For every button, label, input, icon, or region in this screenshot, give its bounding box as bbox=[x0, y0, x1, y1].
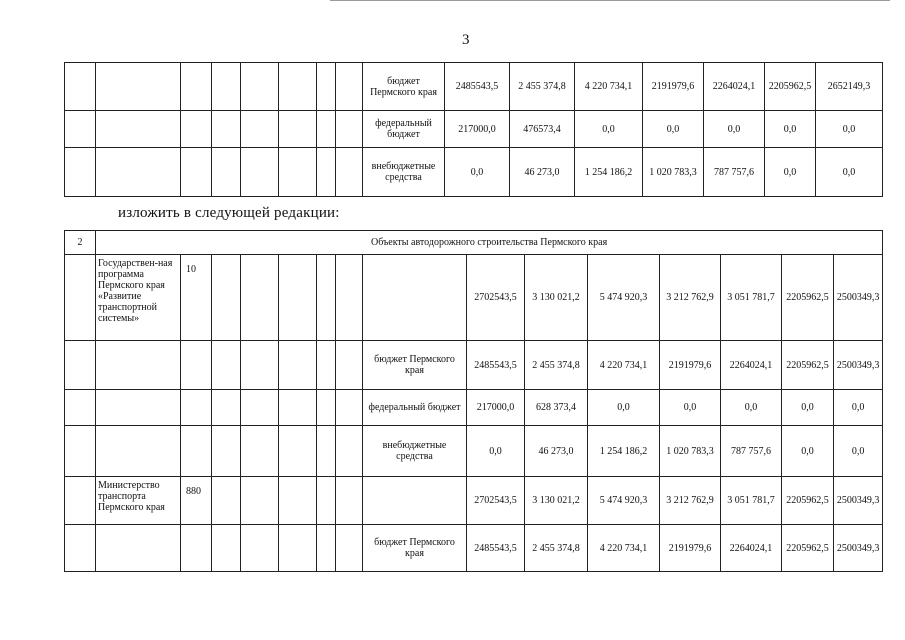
value-cell: 1 020 783,3 bbox=[660, 426, 721, 477]
value-cell: 2500349,3 bbox=[834, 477, 883, 525]
table-row bbox=[65, 255, 883, 341]
funding-source-cell: федеральный бюджет bbox=[363, 111, 445, 148]
value-cell: 2191979,6 bbox=[660, 341, 721, 390]
value-cell: 2191979,6 bbox=[660, 525, 721, 572]
value-cell: 0,0 bbox=[816, 111, 883, 148]
value-cell: 476573,4 bbox=[510, 111, 575, 148]
funding-source-cell: бюджет Пермского края bbox=[363, 63, 445, 111]
table-row bbox=[65, 390, 883, 426]
value-cell: 3 051 781,7 bbox=[721, 255, 782, 341]
value-cell: 0,0 bbox=[834, 390, 883, 426]
value-cell: 2702543,5 bbox=[467, 477, 525, 525]
code-cell bbox=[181, 390, 212, 426]
value-cell: 2500349,3 bbox=[834, 341, 883, 390]
program-name-cell: Государствен-ная программа Пермского края «Развитие транспортной системы» bbox=[96, 255, 181, 341]
value-cell: 2485543,5 bbox=[445, 63, 510, 111]
value-cell: 1 254 186,2 bbox=[575, 148, 643, 197]
value-cell: 4 220 734,1 bbox=[588, 525, 660, 572]
funding-source-cell: бюджет Пермского края bbox=[363, 341, 467, 390]
funding-source-cell: внебюджетные средства bbox=[363, 148, 445, 197]
program-name-cell: Министерство транспорта Пермского края bbox=[96, 477, 181, 525]
value-cell: 2205962,5 bbox=[782, 525, 834, 572]
value-cell: 0,0 bbox=[765, 111, 816, 148]
value-cell: 3 212 762,9 bbox=[660, 477, 721, 525]
program-name-cell bbox=[96, 426, 181, 477]
value-cell: 2702543,5 bbox=[467, 255, 525, 341]
value-cell: 3 130 021,2 bbox=[525, 255, 588, 341]
value-cell: 0,0 bbox=[782, 390, 834, 426]
code-cell: 10 bbox=[181, 255, 212, 341]
section-header-row bbox=[65, 231, 883, 255]
program-name-cell bbox=[96, 525, 181, 572]
value-cell: 2500349,3 bbox=[834, 255, 883, 341]
table-row bbox=[65, 525, 883, 572]
code-cell bbox=[181, 525, 212, 572]
value-cell: 2 455 374,8 bbox=[525, 341, 588, 390]
section-number: 2 bbox=[65, 231, 96, 255]
value-cell: 4 220 734,1 bbox=[588, 341, 660, 390]
value-cell: 46 273,0 bbox=[525, 426, 588, 477]
value-cell: 5 474 920,3 bbox=[588, 477, 660, 525]
funding-source-cell bbox=[363, 477, 467, 525]
code-cell bbox=[181, 426, 212, 477]
value-cell: 2264024,1 bbox=[704, 63, 765, 111]
program-name-cell bbox=[96, 390, 181, 426]
value-cell: 2205962,5 bbox=[782, 477, 834, 525]
value-cell: 787 757,6 bbox=[721, 426, 782, 477]
value-cell: 0,0 bbox=[575, 111, 643, 148]
value-cell: 3 212 762,9 bbox=[660, 255, 721, 341]
value-cell: 3 051 781,7 bbox=[721, 477, 782, 525]
table-row bbox=[65, 477, 883, 525]
funding-source-cell: бюджет Пермского края bbox=[363, 525, 467, 572]
value-cell: 2500349,3 bbox=[834, 525, 883, 572]
value-cell: 2205962,5 bbox=[782, 341, 834, 390]
value-cell: 2191979,6 bbox=[643, 63, 704, 111]
value-cell: 217000,0 bbox=[467, 390, 525, 426]
value-cell: 0,0 bbox=[588, 390, 660, 426]
section-title: Объекты автодорожного строительства Пермского края bbox=[96, 231, 883, 255]
value-cell: 2205962,5 bbox=[782, 255, 834, 341]
value-cell: 0,0 bbox=[834, 426, 883, 477]
value-cell: 2 455 374,8 bbox=[510, 63, 575, 111]
value-cell: 1 020 783,3 bbox=[643, 148, 704, 197]
code-cell: 880 bbox=[181, 477, 212, 525]
value-cell: 2205962,5 bbox=[765, 63, 816, 111]
value-cell: 0,0 bbox=[704, 111, 765, 148]
value-cell: 0,0 bbox=[467, 426, 525, 477]
top-rule bbox=[330, 0, 890, 1]
page-number: 3 bbox=[462, 32, 470, 48]
value-cell: 2264024,1 bbox=[721, 341, 782, 390]
value-cell: 4 220 734,1 bbox=[575, 63, 643, 111]
code-cell bbox=[181, 341, 212, 390]
value-cell: 46 273,0 bbox=[510, 148, 575, 197]
value-cell: 0,0 bbox=[445, 148, 510, 197]
value-cell: 0,0 bbox=[660, 390, 721, 426]
value-cell: 5 474 920,3 bbox=[588, 255, 660, 341]
value-cell: 0,0 bbox=[721, 390, 782, 426]
value-cell: 2264024,1 bbox=[721, 525, 782, 572]
funding-source-cell bbox=[363, 255, 467, 341]
value-cell: 628 373,4 bbox=[525, 390, 588, 426]
value-cell: 0,0 bbox=[765, 148, 816, 197]
table-row bbox=[65, 426, 883, 477]
intro-text: изложить в следующей редакции: bbox=[118, 205, 340, 221]
value-cell: 2485543,5 bbox=[467, 341, 525, 390]
value-cell: 2 455 374,8 bbox=[525, 525, 588, 572]
funding-source-cell: федеральный бюджет bbox=[363, 390, 467, 426]
table-row bbox=[65, 111, 883, 148]
value-cell: 787 757,6 bbox=[704, 148, 765, 197]
table-row bbox=[65, 341, 883, 390]
funding-source-cell: внебюджетные средства bbox=[363, 426, 467, 477]
table-row bbox=[65, 148, 883, 197]
value-cell: 0,0 bbox=[816, 148, 883, 197]
value-cell: 2485543,5 bbox=[467, 525, 525, 572]
value-cell: 1 254 186,2 bbox=[588, 426, 660, 477]
budget-table-after bbox=[64, 230, 883, 572]
value-cell: 2652149,3 bbox=[816, 63, 883, 111]
value-cell: 3 130 021,2 bbox=[525, 477, 588, 525]
value-cell: 0,0 bbox=[643, 111, 704, 148]
table-row bbox=[65, 63, 883, 111]
program-name-cell bbox=[96, 341, 181, 390]
value-cell: 217000,0 bbox=[445, 111, 510, 148]
value-cell: 0,0 bbox=[782, 426, 834, 477]
budget-table-before bbox=[64, 62, 883, 197]
